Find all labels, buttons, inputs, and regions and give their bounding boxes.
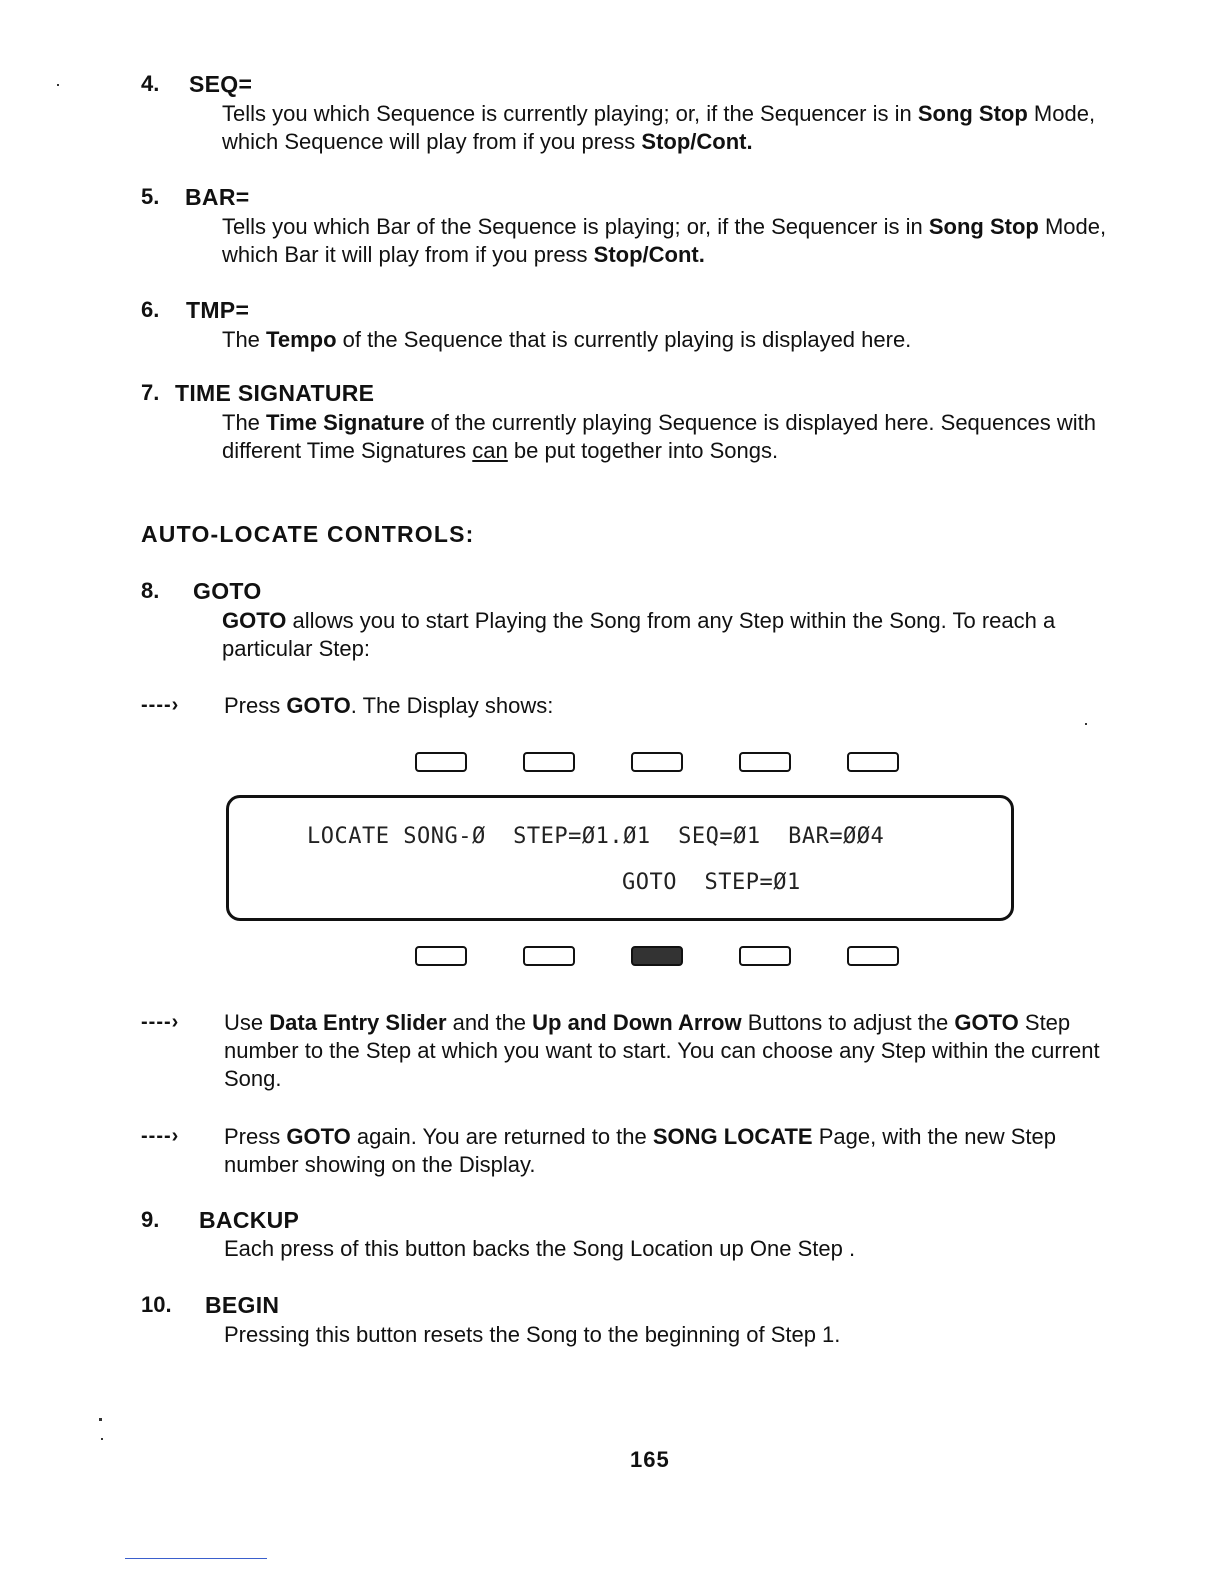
item-4-number: 4. (141, 71, 160, 96)
bold-term: SONG LOCATE (652, 1124, 813, 1149)
item-10-number: 10. (141, 1292, 172, 1317)
item-5-description: Tells you which Bar of the Sequence is playing; or, if the Sequencer is in Song Stop Mode, which Bar it will play from if you press Stop/Cont. (222, 214, 1107, 267)
bottom-soft-key-2 (523, 946, 575, 966)
bold-term: Tempo (266, 327, 337, 352)
bold-term: Up and Down Arrow (532, 1010, 742, 1035)
top-soft-key-1 (415, 752, 467, 772)
scan-speck (99, 1418, 102, 1421)
item-8-title: GOTO (193, 578, 262, 604)
item-8-description: GOTO allows you to start Playing the Song from any Step within the Song. To reach a particular Step: (222, 608, 1056, 661)
step-2-text: Use Data Entry Slider and the Up and Down Arrow Buttons to adjust the GOTO Step number to the Step at which you want to start. You can choose any Step within the current Song. (224, 1010, 1100, 1091)
bold-term: GOTO (222, 608, 287, 633)
top-soft-key-5 (847, 752, 899, 772)
step-arrow-1: ----› (141, 694, 180, 716)
step-3-text: Press GOTO again. You are returned to the SONG LOCATE Page, with the new Step number showing on the Display. (224, 1124, 1056, 1177)
item-4-description: Tells you which Sequence is currently playing; or, if the Sequencer is in Song Stop Mode, which Sequence will play from if you press Stop/Cont. (222, 101, 1096, 154)
item-10-title: BEGIN (205, 1292, 280, 1318)
item-7-description: The Time Signature of the currently playing Sequence is displayed here. Sequences with different Time Signatures can be put together into Songs. (222, 410, 1096, 463)
lcd-line-1: LOCATE SONG-Ø STEP=Ø1.Ø1 SEQ=Ø1 BAR=ØØ4 (307, 824, 885, 849)
bottom-soft-key-4 (739, 946, 791, 966)
page-number: 165 (630, 1447, 670, 1472)
item-5-title: BAR= (185, 184, 250, 210)
item-5-number: 5. (141, 184, 160, 209)
lcd-screen (226, 795, 1014, 921)
auto-locate-heading: AUTO-LOCATE CONTROLS: (141, 521, 475, 547)
item-6-number: 6. (141, 297, 160, 322)
top-soft-key-4 (739, 752, 791, 772)
scan-speck (101, 1438, 103, 1440)
underlined-term: can (472, 438, 508, 463)
top-soft-key-3 (631, 752, 683, 772)
bold-term: Data Entry Slider (269, 1010, 447, 1035)
item-4-title: SEQ= (189, 71, 253, 97)
item-10-description: Pressing this button resets the Song to the beginning of Step 1. (224, 1322, 841, 1347)
item-7-title: TIME SIGNATURE (175, 380, 375, 406)
bold-term: Stop/Cont. (593, 242, 705, 267)
bold-term: Song Stop (917, 101, 1028, 126)
edge-line (125, 1558, 267, 1559)
bold-term: Stop/Cont. (641, 129, 753, 154)
bold-term: GOTO (954, 1010, 1019, 1035)
bold-term: GOTO (286, 693, 351, 718)
item-9-title: BACKUP (199, 1207, 300, 1233)
item-6-description: The Tempo of the Sequence that is currently playing is displayed here. (222, 327, 912, 352)
item-9-description: Each press of this button backs the Song Location up One Step . (224, 1236, 856, 1261)
scan-speck (57, 84, 59, 86)
bold-term: Song Stop (928, 214, 1039, 239)
item-9-number: 9. (141, 1207, 160, 1232)
top-soft-key-2 (523, 752, 575, 772)
scan-speck (1085, 723, 1087, 725)
bold-term: GOTO (286, 1124, 351, 1149)
bottom-soft-key-3 (631, 946, 683, 966)
step-1-text: Press GOTO. The Display shows: (224, 693, 554, 718)
bold-term: Time Signature (266, 410, 425, 435)
step-arrow-2: ----› (141, 1011, 180, 1033)
item-6-title: TMP= (186, 297, 250, 323)
item-8-number: 8. (141, 578, 160, 603)
item-7-number: 7. (141, 380, 160, 405)
bottom-soft-key-5 (847, 946, 899, 966)
bottom-soft-key-1 (415, 946, 467, 966)
lcd-line-2: GOTO STEP=Ø1 (622, 870, 801, 895)
step-arrow-3: ----› (141, 1125, 180, 1147)
